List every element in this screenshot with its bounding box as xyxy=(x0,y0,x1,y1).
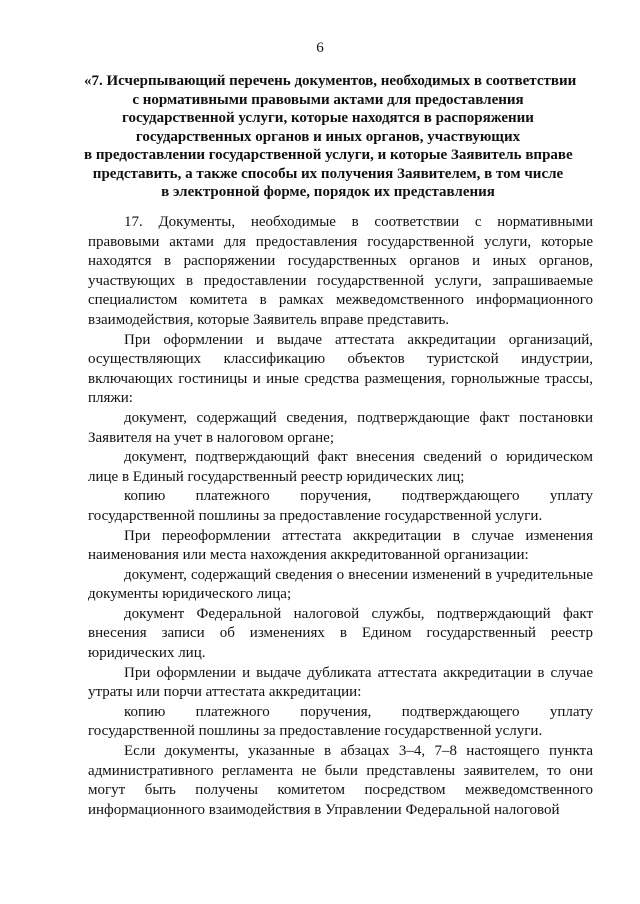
paragraph: документ Федеральной налоговой службы, подтверждающий факт внесения записи об изменениях в Едином государственный реестр юридических лиц. xyxy=(88,605,593,662)
paragraph: документ, содержащий сведения, подтверждающие факт постановки Заявителя на учет в налоговом органе; xyxy=(88,409,593,446)
paragraph: При оформлении и выдаче аттестата аккредитации организаций, осуществляющих классификацию объектов туристской индустрии, включающих гостиницы и иные средства размещения, горнолыжные трассы, пляжи: xyxy=(88,331,593,407)
section-heading xyxy=(84,72,577,202)
document-body xyxy=(88,213,593,820)
paragraph: 17. Документы, необходимые в соответствии с нормативными правовыми актами для предоставления государственной услуги, которые находятся в распоряжении государственных органов и иных органов, участвующих в предоставлении государственной услуги, запрашиваемые специалистом комитета в рамках межведомственного информационного взаимодействия, которые Заявитель вправе представить. xyxy=(88,214,593,328)
paragraph: При оформлении и выдаче дубликата аттестата аккредитации в случае утраты или порчи аттестата аккредитации: xyxy=(88,664,593,701)
paragraph: При переоформлении аттестата аккредитации в случае изменения наименования или места нахождения аккредитованной организации: xyxy=(88,527,593,564)
heading-line: государственной услуги, которые находятся в распоряжении xyxy=(122,110,534,126)
heading-line: «7. Исчерпывающий перечень документов, необходимых в соответствии xyxy=(84,73,577,89)
heading-line: с нормативными правовыми актами для предоставления xyxy=(132,91,524,108)
paragraph: копию платежного поручения, подтверждающего уплату государственной пошлины за предоставление государственной услуги. xyxy=(88,703,593,740)
heading-line: в предоставлении государственной услуги, и которые Заявитель вправе xyxy=(84,147,573,163)
heading-line: в электронной форме, порядок их представления xyxy=(161,184,495,200)
paragraph: копию платежного поручения, подтверждающего уплату государственной пошлины за предоставление государственной услуги. xyxy=(88,488,593,524)
paragraph: документ, подтверждающий факт внесения сведений о юридическом лице в Единый государственный реестр юридических лиц; xyxy=(88,449,593,485)
paragraph: Если документы, указанные в абзацах 3–4, 7–8 настоящего пункта административного регламента не были представлены заявителем, то они могут быть получены комитетом посредством межведомственного информационного взаимодействия в Управлении Федеральной налоговой xyxy=(88,743,593,818)
heading-line: государственных органов и иных органов, участвующих xyxy=(135,128,521,145)
page-number: 6 xyxy=(316,40,324,56)
heading-line: представить, а также способы их получения Заявителем, в том числе xyxy=(92,165,564,182)
paragraph: документ, содержащий сведения о внесении изменений в учредительные документы юридического лица; xyxy=(88,566,593,603)
